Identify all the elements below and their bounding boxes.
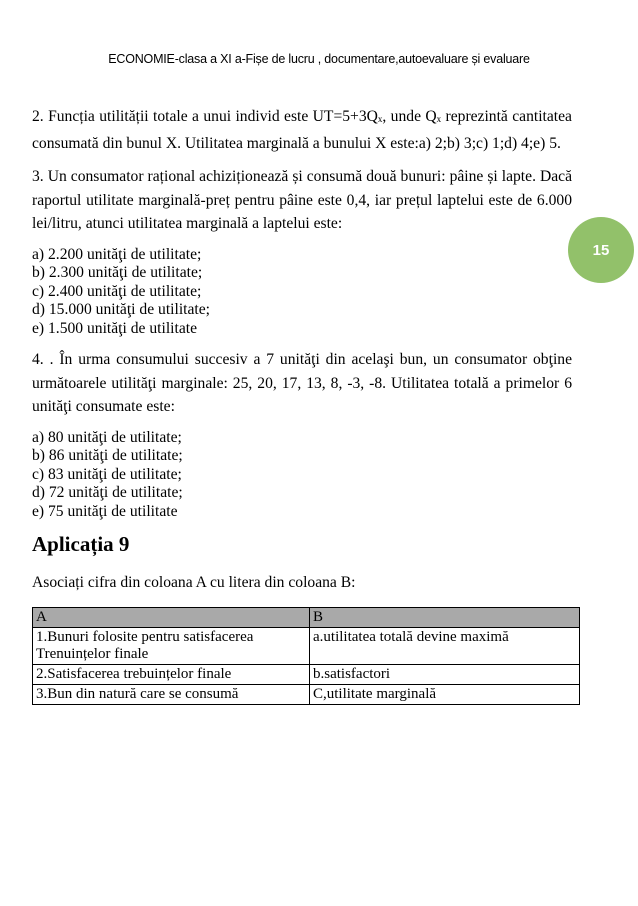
question-2-subscript-2: x <box>436 114 442 124</box>
question-3-text: 3. Un consumator rațional achiziționează și consumă două bunuri: pâine și lapte. Dacă raportul utilitate marginală-preț pentru pâine este 0,4, iar prețul laptelui este de 6.000 lei/litru, atunci utilitatea marginală a laptelui este: <box>32 168 572 232</box>
table-row <box>33 684 580 704</box>
question-2-text-part1: 2. Funcția utilității totale a unui individ este UT=5+3Q <box>32 108 378 125</box>
table-cell-a: 2.Satisfacerea trebuințelor finale <box>33 664 310 684</box>
table-row <box>33 664 580 684</box>
application-title: Aplicația 9 <box>32 532 130 556</box>
option-item: e) 75 unităţi de utilitate <box>32 502 178 520</box>
table-cell-b: C,utilitate marginală <box>310 684 580 704</box>
option-item: d) 15.000 unităţi de utilitate; <box>32 301 210 318</box>
question-4-text: 4. . În urma consumului succesiv a 7 unităţi din acelaşi bun, un consumator obţine următoarele utilităţi marginale: 25, 20, 17, 13, 8, -3, -8. Utilitatea totală a primelor 6 unităţi consumate este: <box>32 351 572 415</box>
question-2-text-part3: reprezintă cantitatea consumată din bunul X. Utilitatea marginală a bunului X este:a) 2;b) 3;c) 1;d) 4;e) 5. <box>32 108 572 152</box>
question-2-text-part2: , unde Q <box>382 108 437 125</box>
question-2-subscript-1: x <box>377 114 383 124</box>
application-instruction: Asociați cifra din coloana A cu litera din coloana B: <box>32 574 356 591</box>
column-b-header: B <box>310 607 580 627</box>
option-item: a) 80 unităţi de utilitate; <box>32 428 182 446</box>
option-item: b) 86 unităţi de utilitate; <box>32 447 183 464</box>
table-row <box>33 627 580 664</box>
association-table <box>32 607 580 705</box>
page-header: ECONOMIE-clasa a XI a-Fișe de lucru , documentare,autoevaluare și evaluare <box>108 52 530 66</box>
table-header-row <box>33 607 580 627</box>
table-cell-b: b.satisfactori <box>310 664 580 684</box>
worksheet-content <box>32 105 572 705</box>
option-item: e) 1.500 unităţi de utilitate <box>32 319 197 337</box>
question-4-options <box>32 429 572 522</box>
option-item: c) 2.400 unităţi de utilitate; <box>32 282 202 300</box>
question-2 <box>32 105 572 155</box>
page-number-badge: 15 <box>568 217 634 283</box>
table-cell-a: 3.Bun din natură care se consumă <box>33 684 310 704</box>
option-item: a) 2.200 unităţi de utilitate; <box>32 245 202 263</box>
option-item: b) 2.300 unităţi de utilitate; <box>32 264 203 281</box>
table-cell-a: 1.Bunuri folosite pentru satisfacerea Trenuințelor finale <box>33 627 310 664</box>
question-3-options <box>32 246 572 339</box>
option-item: d) 72 unităţi de utilitate; <box>32 484 183 501</box>
table-cell-b: a.utilitatea totală devine maximă <box>310 627 580 664</box>
option-item: c) 83 unităţi de utilitate; <box>32 465 182 483</box>
column-a-header: A <box>33 607 310 627</box>
